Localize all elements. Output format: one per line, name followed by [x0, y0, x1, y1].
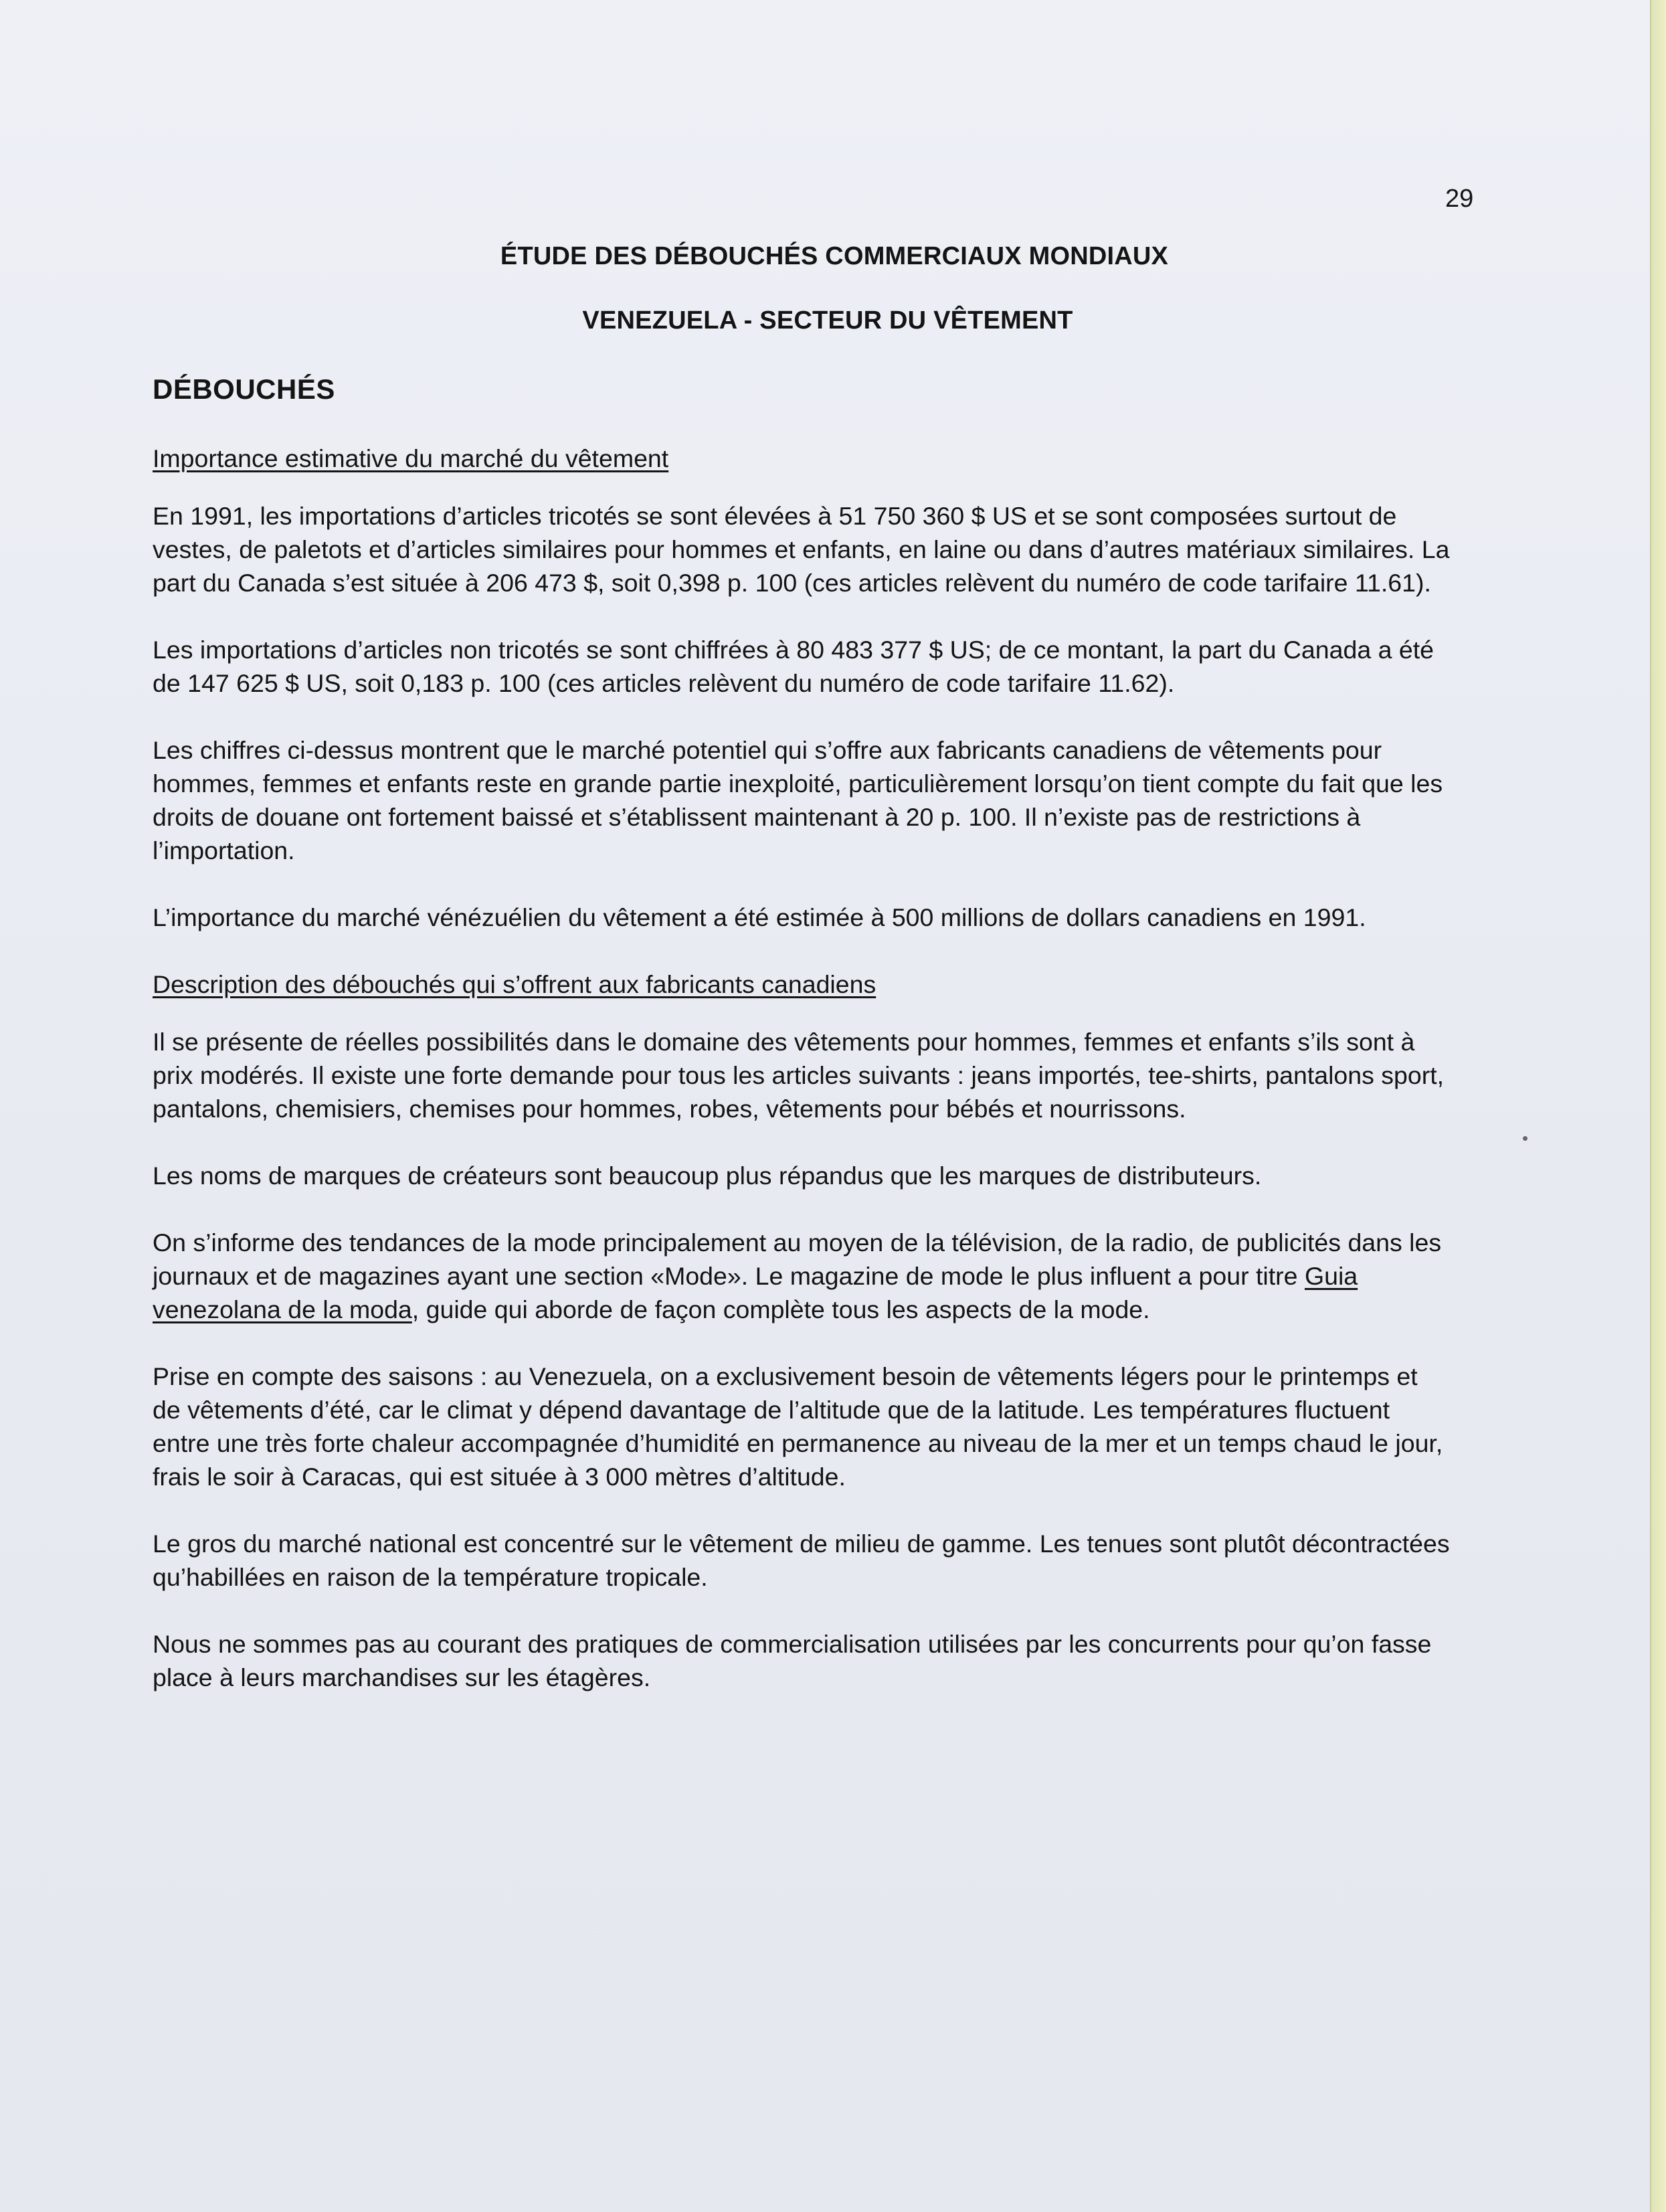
magazine-title: Guia venezolana de la moda [153, 1262, 1358, 1323]
paragraph-knit-imports: En 1991, les importations d’articles tricotés se sont élevées à 51 750 360 $ US et se sont composées surtout de vestes, de paletots et d’articles similaires pour hommes et enfants, en laine ou dans d’autres matériaux similaires. La part du Canada s’est située à 206 473 $, soit 0,398 p. 100 (ces articles relèvent du numéro de code tarifaire 11.61). [153, 502, 1450, 597]
paragraph-trends [153, 1226, 1451, 1326]
paragraph-midrange: Le gros du marché national est concentré sur le vêtement de milieu de gamme. Les tenues sont plutôt décontractées qu’habillées en raison de la température tropicale. [153, 1530, 1450, 1591]
subheading-opportunities: Description des débouchés qui s’offrent aux fabricants canadiens [153, 970, 876, 998]
paragraph-brands: Les noms de marques de créateurs sont beaucoup plus répandus que les marques de distributeurs. [153, 1162, 1262, 1190]
section-heading: DÉBOUCHÉS [153, 373, 335, 405]
body-text [153, 442, 1451, 1728]
page-number: 29 [1445, 185, 1474, 213]
trends-text-after: , guide qui aborde de façon complète tous les aspects de la mode. [411, 1295, 1150, 1323]
paragraph-seasons: Prise en compte des saisons : au Venezuela, on a exclusivement besoin de vêtements légers pour le printemps et de vêtements d’été, car le climat y dépend davantage de l’altitude que de la latitude. Les températures fluctuent entre une très forte chaleur accompagnée d’humidité en permanence au niveau de la mer et un temps chaud le jour, frais le soir à Caracas, qui est située à 3 000 mètres d’altitude. [153, 1362, 1443, 1491]
page-edge [1650, 0, 1666, 2212]
document-subtitle: VENEZUELA - SECTEUR DU VÊTEMENT [582, 306, 1073, 335]
paragraph-practices: Nous ne sommes pas au courant des pratiques de commercialisation utilisées par les concurrents pour qu’on fasse place à leurs marchandises sur les étagères. [153, 1630, 1432, 1691]
paragraph-possibilities: Il se présente de réelles possibilités dans le domaine des vêtements pour hommes, femmes et enfants s’ils sont à prix modérés. Il existe une forte demande pour tous les articles suivants : jeans importés, tee-shirts, pantalons sport, pantalons, chemisiers, chemises pour hommes, robes, vêtements pour bébés et nourrissons. [153, 1028, 1445, 1123]
speck-mark [1523, 1136, 1528, 1141]
paragraph-market-value: L’importance du marché vénézuélien du vêtement a été estimée à 500 millions de dollars canadiens en 1991. [153, 903, 1366, 931]
document-title: ÉTUDE DES DÉBOUCHÉS COMMERCIAUX MONDIAUX [500, 242, 1169, 270]
trends-text-before: On s’informe des tendances de la mode principalement au moyen de la télévision, de la radio, de publicités dans les journaux et de magazines ayant une section «Mode». Le magazine de mode le plus influent a pour titre [153, 1228, 1442, 1290]
paragraph-potential: Les chiffres ci-dessus montrent que le marché potentiel qui s’offre aux fabricants canadiens de vêtements pour hommes, femmes et enfants reste en grande partie inexploité, particulièrement lorsqu’on tient compte du fait que les droits de douane ont fortement baissé et s’établissent maintenant à 20 p. 100. Il n’existe pas de restrictions à l’importation. [153, 736, 1443, 864]
subheading-market-size: Importance estimative du marché du vêtement [153, 444, 669, 472]
paragraph-nonknit-imports: Les importations d’articles non tricotés se sont chiffrées à 80 483 377 $ US; de ce montant, la part du Canada a été de 147 625 $ US, soit 0,183 p. 100 (ces articles relèvent du numéro de code tarifaire 11.62). [153, 636, 1434, 697]
